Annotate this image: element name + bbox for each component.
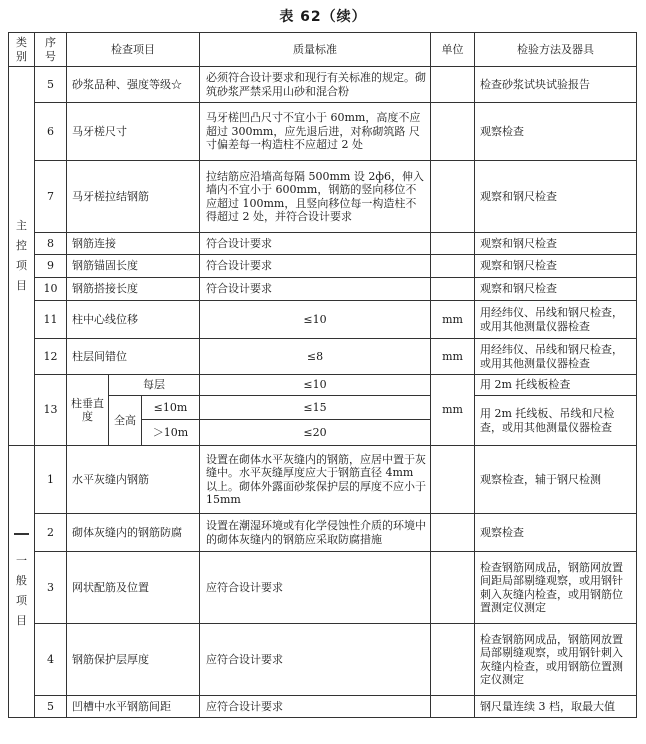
table-row	[9, 233, 637, 255]
table-row	[9, 375, 637, 396]
row-number: 6	[35, 103, 67, 161]
table-row	[9, 552, 637, 624]
row-unit: mm	[431, 339, 475, 375]
category-main: 主 控 项 目	[9, 67, 35, 446]
row-unit	[431, 696, 475, 718]
row-unit: mm	[431, 375, 475, 446]
row-item: 钢筋保护层厚度	[67, 624, 200, 696]
row-standard: 应符合设计要求	[200, 624, 431, 696]
table-row	[9, 161, 637, 233]
row-standard: 马牙槎凹凸尺寸不宜小于 60mm，高度不应超过 300mm，应先退后进，对称砌筑路 尺寸偏差每一构造柱不应超过 2 处	[200, 103, 431, 161]
row-item: 柱中心线位移	[67, 301, 200, 339]
sub-item-per-floor: 每层	[109, 375, 200, 396]
row-method: 检查砂浆试块试验报告	[475, 67, 637, 103]
row-standard: 拉结筋应沿墙高每隔 500mm 设 2ф6，伸入墙内不宜小于 600mm，钢筋的竖向移位不应超过 100mm，且竖向移位每一构造柱不得超过 2 处，并符合设计要求	[200, 161, 431, 233]
table-caption: 表 62（续）	[279, 9, 367, 25]
row-method: 观察和钢尺检查	[475, 255, 637, 278]
table-row	[9, 301, 637, 339]
table-row	[9, 278, 637, 301]
row-standard: 应符合设计要求	[200, 552, 431, 624]
row-number: 12	[35, 339, 67, 375]
row-unit	[431, 552, 475, 624]
row-method: 用经纬仪、吊线和钢尺检查，或用其他测量仪器检查	[475, 301, 637, 339]
sub-method-per-floor: 用 2m 托线板检查	[475, 375, 637, 396]
row-number: 2	[35, 514, 67, 552]
table-row	[9, 67, 637, 103]
row-number: 8	[35, 233, 67, 255]
category-general: 一 般 项 目	[9, 446, 35, 718]
row-method: 检查钢筋网成品，钢筋网放置间距局部剔缝观察，或用钢针刺入灰缝内检查，或用钢筋位置测定仪测定	[475, 552, 637, 624]
row-standard: 设置在砌体水平灰缝内的钢筋，应居中置于灰缝中。水平灰缝厚度应大于钢筋直径 4mm 以上。砌体外露面砂浆保护层的厚度不应小于 15mm	[200, 446, 431, 514]
row-method: 观察检查	[475, 103, 637, 161]
row-item: 水平灰缝内钢筋	[67, 446, 200, 514]
row-item: 马牙槎拉结钢筋	[67, 161, 200, 233]
row-number: 5	[35, 696, 67, 718]
row-standard: 必须符合设计要求和现行有关标准的规定。砌筑砂浆严禁采用山砂和混合粉	[200, 67, 431, 103]
row-standard: 符合设计要求	[200, 233, 431, 255]
row-number: 13	[35, 375, 67, 446]
table-row	[9, 255, 637, 278]
row-number: 1	[35, 446, 67, 514]
header-category: 类 别	[9, 33, 35, 67]
row-number: 7	[35, 161, 67, 233]
table-row	[9, 446, 637, 514]
row-method: 观察检查，辅于钢尺检测	[475, 446, 637, 514]
row-item: 砂浆品种、强度等级☆	[67, 67, 200, 103]
row-number: 4	[35, 624, 67, 696]
row-standard: 设置在潮湿环境或有化学侵蚀性介质的环境中的砌体灰缝内的钢筋应采取防腐措施	[200, 514, 431, 552]
sub-standard: ≤20	[200, 420, 431, 446]
row-unit: mm	[431, 301, 475, 339]
row-method: 观察和钢尺检查	[475, 278, 637, 301]
row-unit	[431, 624, 475, 696]
row-method: 用经纬仪、吊线和钢尺检查，或用其他测量仪器检查	[475, 339, 637, 375]
row-standard: ≤10	[200, 301, 431, 339]
sub-condition: ＞10m	[142, 420, 200, 446]
sub-condition: ≤10m	[142, 396, 200, 420]
sub-method-full-height: 用 2m 托线板、吊线和尺检查，或用其他测量仪器检查	[475, 396, 637, 446]
header-unit: 单位	[431, 33, 475, 67]
row-method: 检查钢筋网成品，钢筋网放置局部剔缝观察，或用钢针刺入灰缝内检查，或用钢筋位置测定仪测定	[475, 624, 637, 696]
header-standard: 质量标准	[200, 33, 431, 67]
row-method: 观察检查	[475, 514, 637, 552]
row-method: 观察和钢尺检查	[475, 233, 637, 255]
row-standard: 符合设计要求	[200, 255, 431, 278]
row-unit	[431, 67, 475, 103]
row-number: 3	[35, 552, 67, 624]
row-unit	[431, 103, 475, 161]
row-item: 凹槽中水平钢筋间距	[67, 696, 200, 718]
inspection-table	[8, 32, 637, 718]
row-number: 11	[35, 301, 67, 339]
header-row	[9, 33, 637, 67]
table-row	[9, 514, 637, 552]
row-item: 钢筋连接	[67, 233, 200, 255]
row-number: 5	[35, 67, 67, 103]
row-item: 钢筋搭接长度	[67, 278, 200, 301]
row-item: 钢筋锚固长度	[67, 255, 200, 278]
table-row	[9, 624, 637, 696]
row-item: 马牙槎尺寸	[67, 103, 200, 161]
header-seq: 序 号	[35, 33, 67, 67]
row-unit	[431, 278, 475, 301]
row-standard: ≤8	[200, 339, 431, 375]
table-row	[9, 339, 637, 375]
row-item: 砌体灰缝内的钢筋防腐	[67, 514, 200, 552]
sub-item-full-height: 全高	[109, 396, 142, 446]
row-method: 钢尺量连续 3 档，取最大值	[475, 696, 637, 718]
row-item: 柱垂直度	[67, 375, 109, 446]
sub-standard: ≤15	[200, 396, 431, 420]
row-unit	[431, 514, 475, 552]
row-number: 9	[35, 255, 67, 278]
row-item: 柱层间错位	[67, 339, 200, 375]
table-row	[9, 696, 637, 718]
row-unit	[431, 161, 475, 233]
row-unit	[431, 446, 475, 514]
row-method: 观察和钢尺检查	[475, 161, 637, 233]
header-method: 检验方法及器具	[475, 33, 637, 67]
row-number: 10	[35, 278, 67, 301]
row-unit	[431, 255, 475, 278]
row-standard: 应符合设计要求	[200, 696, 431, 718]
row-standard: 符合设计要求	[200, 278, 431, 301]
header-item: 检查项目	[67, 33, 200, 67]
sub-standard-per-floor: ≤10	[200, 375, 431, 396]
table-row	[9, 103, 637, 161]
row-unit	[431, 233, 475, 255]
row-item: 网状配筋及位置	[67, 552, 200, 624]
